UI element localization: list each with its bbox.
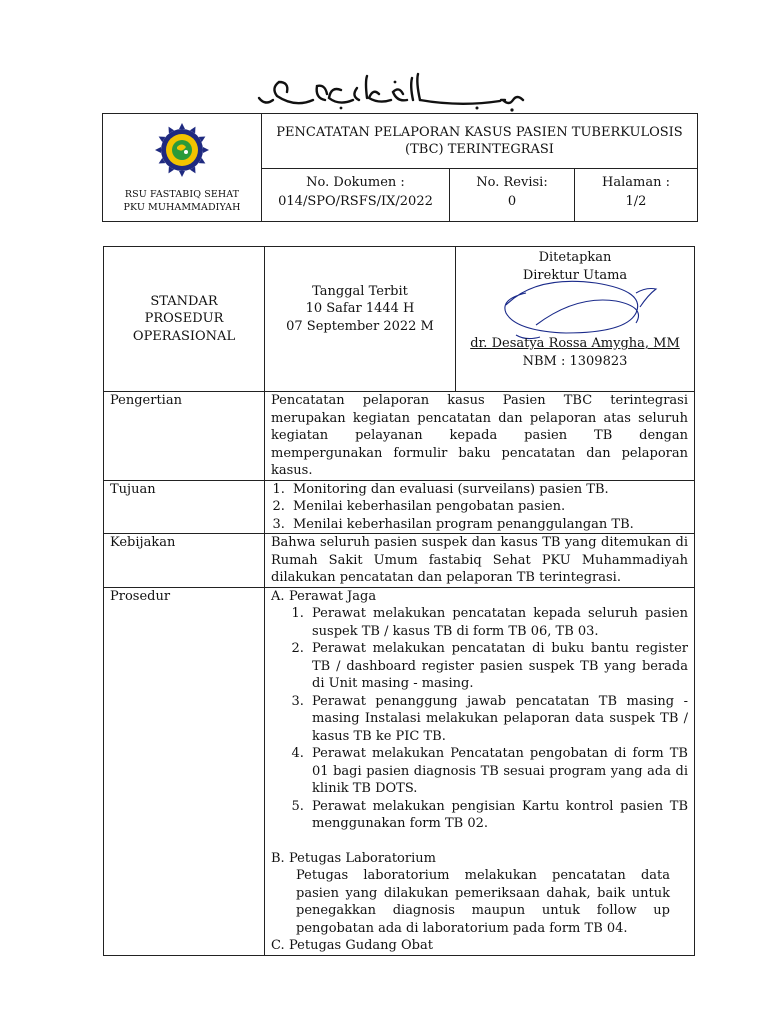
prosedur-label: Prosedur xyxy=(104,587,265,955)
approved-label: Ditetapkan xyxy=(538,250,612,265)
revision-label: No. Revisi: xyxy=(476,175,548,190)
page-value: 1/2 xyxy=(625,194,647,209)
page-cell xyxy=(575,169,698,222)
hospital-logo-icon xyxy=(154,122,210,178)
document-header-table xyxy=(102,113,698,222)
list-item: 2. Menilai keberhasilan pengobatan pasien. xyxy=(289,498,688,516)
prosedur-a-list xyxy=(271,605,688,833)
document-number-cell xyxy=(262,169,450,222)
tujuan-list-cell xyxy=(265,480,695,534)
prosedur-b-text: Petugas laboratorium melakukan pencatatan data pasien yang dilakukan pemeriksaan dahak, baik untuk penegakkan diagnosis maupun untuk follow up pengobatan ada di laboratorium pada form TB 04. xyxy=(296,868,670,936)
prosedur-a-title: Perawat Jaga xyxy=(289,588,377,604)
approver-role: Direktur Utama xyxy=(522,267,628,283)
page-label: Halaman : xyxy=(602,175,670,190)
kebijakan-label: Kebijakan xyxy=(104,534,265,588)
tujuan-list xyxy=(271,481,688,534)
approval-cell xyxy=(456,247,695,392)
pengertian-text: Pencatatan pelaporan kasus Pasien TBC terintegrasi merupakan kegiatan pencatatan dan pelaporan atas seluruh kegiatan pelayanan kepada pasien TB dengan mempergunakan formulir baku pencatatan dan pelaporan kasus. xyxy=(265,392,695,481)
issue-date-gregorian: 07 September 2022 M xyxy=(286,318,434,334)
hospital-identity-cell xyxy=(103,114,262,222)
signer-block xyxy=(456,335,694,371)
list-item: 2. Perawat melakukan pencatatan di buku bantu register TB / dashboard register pasien suspek TB yang berada di Unit masing - masing. xyxy=(308,640,688,693)
issue-date-cell xyxy=(265,247,456,392)
revision-cell xyxy=(450,169,575,222)
basmala-calligraphy xyxy=(255,70,530,114)
list-item: 3. Perawat penanggung jawab pencatatan TB masing - masing Instalasi melakukan pelaporan data suspek TB / kasus TB ke PIC TB. xyxy=(308,693,688,746)
prosedur-c-heading xyxy=(271,937,688,955)
prosedur-b-heading xyxy=(271,850,688,868)
list-item: 4. Perawat melakukan Pencatatan pengobatan di form TB 01 bagi pasien diagnosis TB sesuai program yang ada di klinik TB DOTS. xyxy=(308,745,688,798)
list-item: 1. Monitoring dan evaluasi (surveilans) pasien TB. xyxy=(289,481,688,499)
tujuan-label: Tujuan xyxy=(104,480,265,534)
document-number-label: No. Dokumen : xyxy=(306,175,405,190)
document-title-line2: (TBC) TERINTEGRASI xyxy=(405,142,554,157)
sop-title-cell xyxy=(104,247,265,392)
list-item: 5. Perawat melakukan pengisian Kartu kontrol pasien TB menggunakan form TB 02. xyxy=(308,798,688,833)
list-item: 3. Menilai keberhasilan program penanggulangan TB. xyxy=(289,516,688,534)
prosedur-c-key: C. xyxy=(271,938,285,953)
hospital-name-line2: PKU MUHAMMADIYAH xyxy=(123,202,241,213)
pengertian-label: Pengertian xyxy=(104,392,265,481)
prosedur-a-key: A. xyxy=(271,588,285,604)
issue-date-hijri: 10 Safar 1444 H xyxy=(305,301,415,317)
document-title-line1: PENCATATAN PELAPORAN KASUS PASIEN TUBERKULOSIS xyxy=(276,125,683,140)
sop-title-line3: OPERASIONAL xyxy=(132,328,236,344)
prosedur-c-title: Petugas Gudang Obat xyxy=(289,938,433,953)
prosedur-a-heading xyxy=(271,588,688,606)
hospital-name xyxy=(103,188,261,214)
prosedur-cell xyxy=(265,587,695,955)
prosedur-b-key: B. xyxy=(271,850,285,866)
sop-title-line1: STANDAR xyxy=(150,293,218,309)
revision-value: 0 xyxy=(507,194,517,209)
list-item: 1. Perawat melakukan pencatatan kepada seluruh pasien suspek TB / kasus TB di form TB 06, TB 03. xyxy=(308,605,688,640)
approver-nbm: NBM : 1309823 xyxy=(522,354,628,369)
approver-name: dr. Desatya Rossa Amygha, MM xyxy=(470,336,680,351)
issue-date-label: Tanggal Terbit xyxy=(312,283,408,299)
prosedur-b-title: Petugas Laboratorium xyxy=(289,850,436,866)
sop-title-line2: PROSEDUR xyxy=(144,311,224,327)
document-title xyxy=(262,114,698,169)
hospital-name-line1: RSU FASTABIQ SEHAT xyxy=(124,189,240,200)
sop-content-table xyxy=(103,246,695,956)
kebijakan-text: Bahwa seluruh pasien suspek dan kasus TB yang ditemukan di Rumah Sakit Umum fastabiq Sehat PKU Muhammadiyah dilakukan pencatatan dan pelaporan TB terintegrasi. xyxy=(265,534,695,588)
document-number-value: 014/SPO/RSFS/IX/2022 xyxy=(278,194,433,209)
